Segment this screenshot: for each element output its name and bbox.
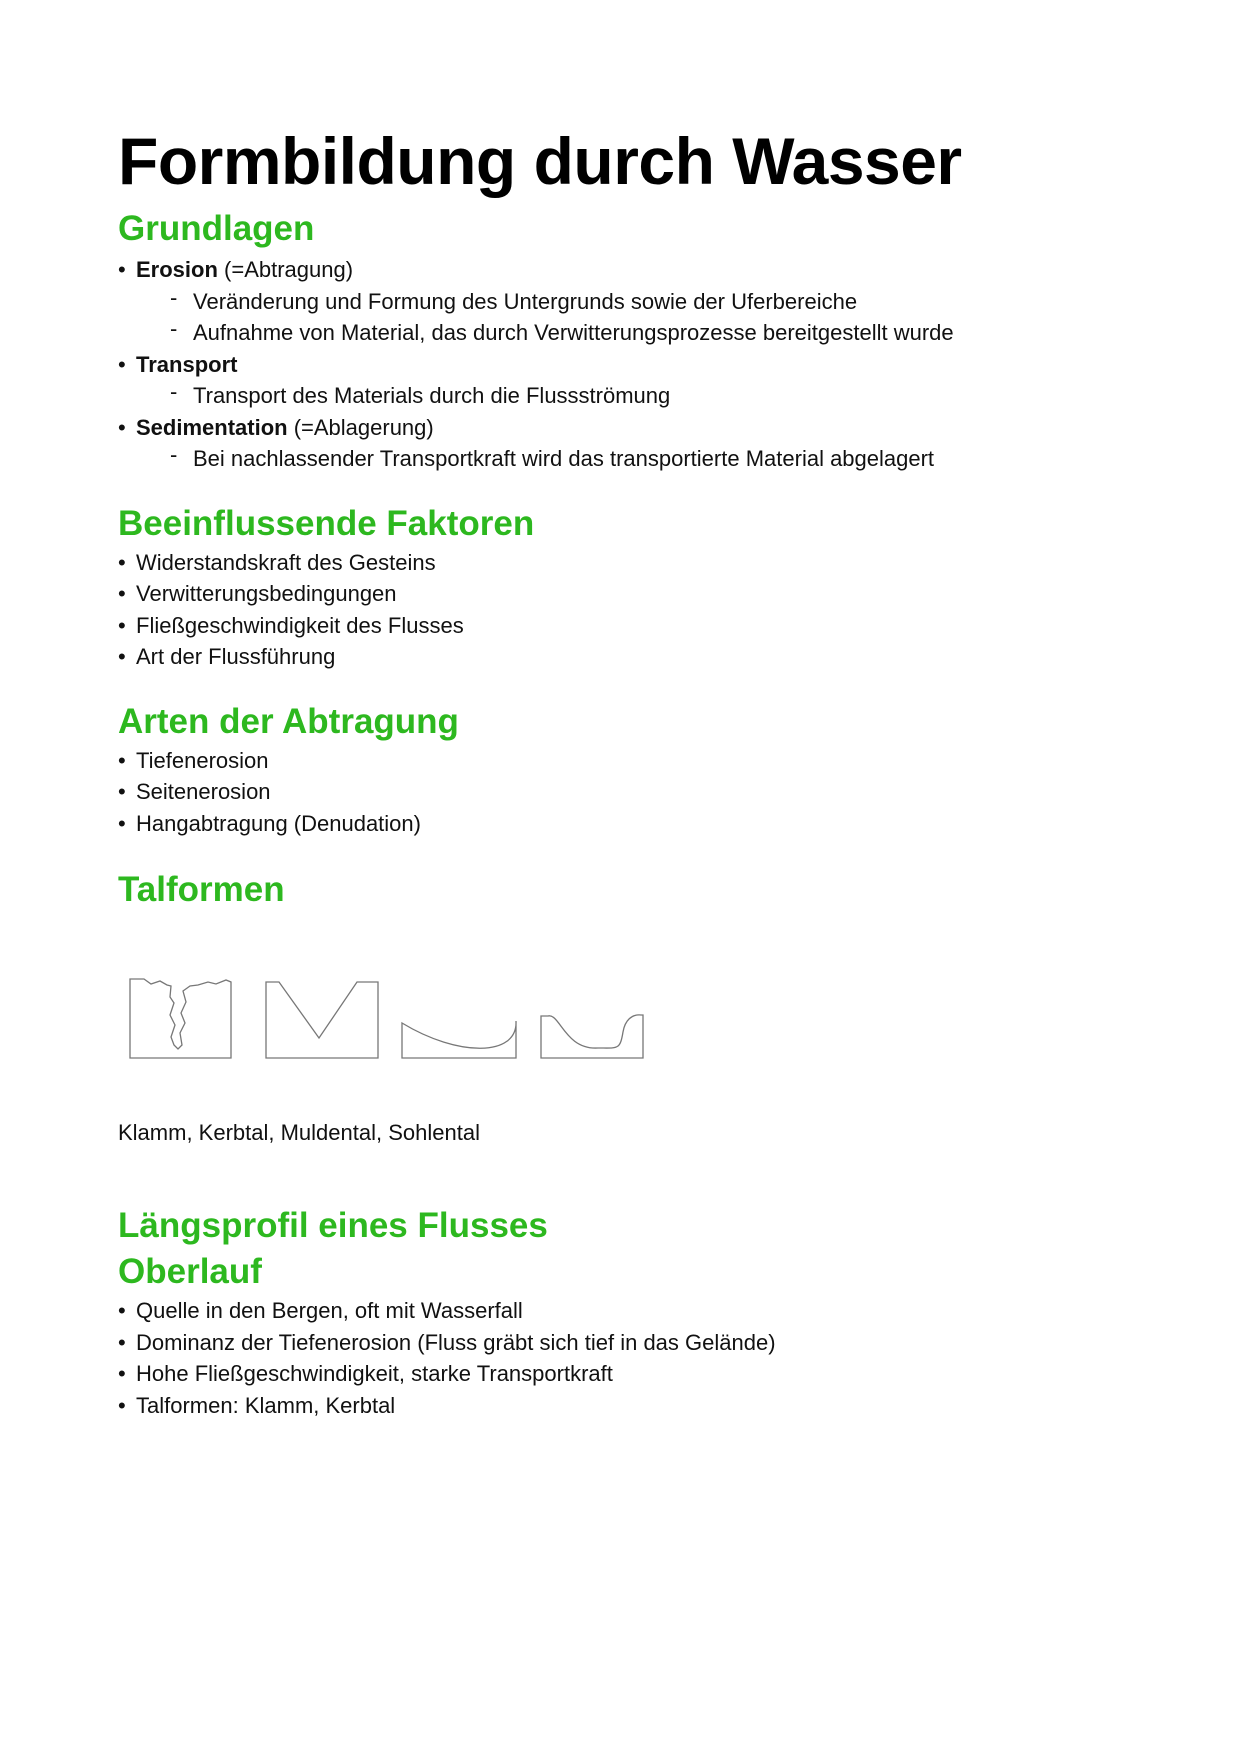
klamm-profile-icon — [130, 979, 231, 1058]
section-grundlagen — [118, 206, 1128, 475]
list-item: • Hangabtragung (Denudation) — [118, 808, 1128, 840]
heading-talformen: Talformen — [118, 870, 285, 909]
section-laengsprofil — [118, 1203, 1128, 1421]
term-erosion: Erosion — [136, 257, 218, 282]
heading-abtragung: Arten der Abtragung — [118, 701, 459, 741]
talformen-caption: Klamm, Kerbtal, Muldental, Sohlental — [118, 1120, 480, 1145]
list-item: • Verwitterungsbedingungen — [118, 578, 1128, 610]
sub-item: - Veränderung und Formung des Untergrunds sowie der Uferbereiche — [118, 286, 1128, 318]
grundlagen-list — [118, 254, 1128, 475]
list-item: • Widerstandskraft des Gesteins — [118, 547, 1128, 579]
list-item: • Art der Flussführung — [118, 641, 1128, 673]
valley-profiles-figure — [118, 957, 678, 1067]
oberlauf-list — [118, 1295, 1128, 1421]
list-item: • Quelle in den Bergen, oft mit Wasserfall — [118, 1295, 1128, 1327]
list-item: • Tiefenerosion — [118, 745, 1128, 777]
heading-faktoren: Beeinflussende Faktoren — [118, 503, 535, 543]
heading-oberlauf: Oberlauf — [118, 1252, 262, 1291]
list-item: • Hohe Fließgeschwindigkeit, starke Transportkraft — [118, 1358, 1128, 1390]
term-transport: Transport — [136, 351, 238, 377]
section-talformen — [118, 867, 1128, 1148]
kerbtal-profile-icon — [266, 982, 378, 1058]
section-abtragung — [118, 699, 1128, 840]
list-item: • Dominanz der Tiefenerosion (Fluss gräbt sich tief in das Gelände) — [118, 1327, 1128, 1359]
note-sedimentation: (=Ablagerung) — [287, 414, 434, 440]
faktoren-list — [118, 547, 1128, 673]
sub-item: - Aufnahme von Material, das durch Verwitterungsprozesse bereitgestellt wurde — [118, 317, 1128, 349]
list-item: • Fließgeschwindigkeit des Flusses — [118, 610, 1128, 642]
list-item-transport — [118, 349, 1128, 381]
abtragung-list — [118, 745, 1128, 840]
heading-grundlagen: Grundlagen — [118, 209, 315, 248]
section-faktoren — [118, 501, 1128, 673]
heading-laengsprofil: Längsprofil eines Flusses — [118, 1206, 548, 1245]
list-item-erosion — [118, 254, 1128, 286]
sub-item: - Bei nachlassender Transportkraft wird das transportierte Material abgelagert — [118, 443, 1128, 475]
sub-item: - Transport des Materials durch die Flussströmung — [118, 380, 1128, 412]
muldental-profile-icon — [402, 1021, 516, 1058]
page-title: Formbildung durch Wasser — [118, 124, 962, 198]
list-item-sedimentation — [118, 412, 1128, 444]
term-sedimentation: Sedimentation — [136, 414, 288, 440]
list-item: • Seitenerosion — [118, 776, 1128, 808]
list-item: • Talformen: Klamm, Kerbtal — [118, 1390, 1128, 1422]
document-page — [118, 118, 1128, 1421]
note-erosion: (=Abtragung) — [217, 257, 354, 282]
sohlental-profile-icon — [541, 1015, 643, 1058]
